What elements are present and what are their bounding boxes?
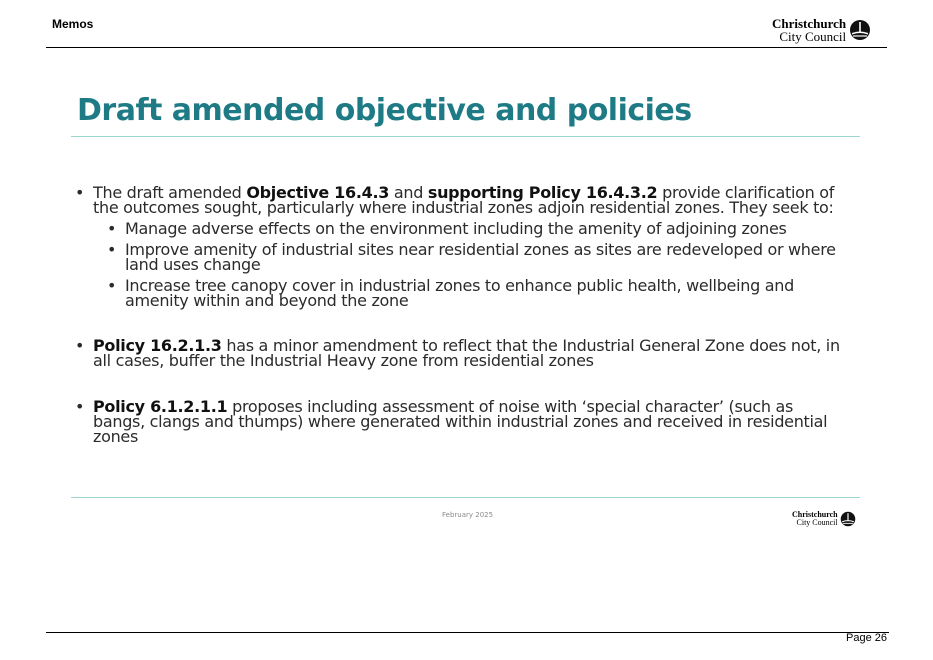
council-emblem-icon: [840, 511, 856, 527]
sub-bullet-text: Improve amenity of industrial sites near residential zones as sites are redeveloped or where land uses change: [125, 240, 836, 274]
title-underline: [71, 136, 860, 137]
memos-label: Memos: [52, 17, 94, 31]
slide-council-logo: [792, 511, 856, 527]
bullet-policy-61211: [70, 399, 840, 444]
bullet-dot: •: [107, 219, 117, 238]
sub-bullet: [70, 221, 840, 236]
bullet-dot: •: [107, 276, 117, 295]
header-divider: [46, 47, 887, 48]
bullet-text: [93, 336, 840, 370]
bold-policy-ref: Policy 6.1.2.1.1: [93, 397, 228, 416]
footer-divider: [46, 632, 889, 633]
text-run: The draft amended: [93, 183, 247, 202]
council-emblem-icon: [849, 19, 871, 41]
bold-objective-ref: Objective 16.4.3: [246, 183, 390, 202]
bullet-objective: [70, 185, 840, 215]
slide-content: [70, 185, 840, 444]
text-run: and: [389, 183, 428, 202]
slide-date: February 2025: [442, 511, 494, 519]
sub-bullet: [70, 242, 840, 272]
text-run: provide clarification of the outcomes sought, particularly where industrial zones adjoin residential zones. They seek to:: [93, 183, 835, 217]
bold-policy-ref: supporting Policy 16.4.3.2: [427, 183, 658, 202]
logo-line-1: Christchurch: [772, 16, 847, 31]
logo-line-2: City Council: [779, 29, 847, 44]
bullet-policy-16213: [70, 338, 840, 368]
slide-title: Draft amended objective and policies: [77, 93, 692, 128]
bullet-dot: •: [75, 336, 85, 355]
bullet-text: [93, 397, 827, 446]
bullet-dot: •: [107, 240, 117, 259]
page-number: Page 26: [846, 632, 887, 644]
slide-footer-divider: [71, 497, 860, 498]
bullet-dot: •: [75, 183, 85, 202]
council-logo: [772, 17, 871, 43]
bold-policy-ref: Policy 16.2.1.3: [93, 336, 222, 355]
bullet-dot: •: [75, 397, 85, 416]
bullet-text: [93, 183, 834, 217]
logo-line-1: Christchurch: [792, 510, 838, 519]
sub-bullet: [70, 278, 840, 308]
sub-bullet-text: Manage adverse effects on the environment including the amenity of adjoining zones: [125, 219, 787, 238]
logo-line-2: City Council: [796, 518, 838, 527]
sub-bullet-text: Increase tree canopy cover in industrial zones to enhance public health, wellbeing and amenity within and beyond the zone: [125, 276, 794, 310]
text-run: has a minor amendment to reflect that the Industrial General Zone does not, in all cases, buffer the Industrial Heavy zone from residential zones: [93, 336, 840, 370]
text-run: proposes including assessment of noise with ‘special character’ (such as bangs, clangs and thumps) where generated within industrial zones and received in residential zones: [93, 397, 828, 446]
